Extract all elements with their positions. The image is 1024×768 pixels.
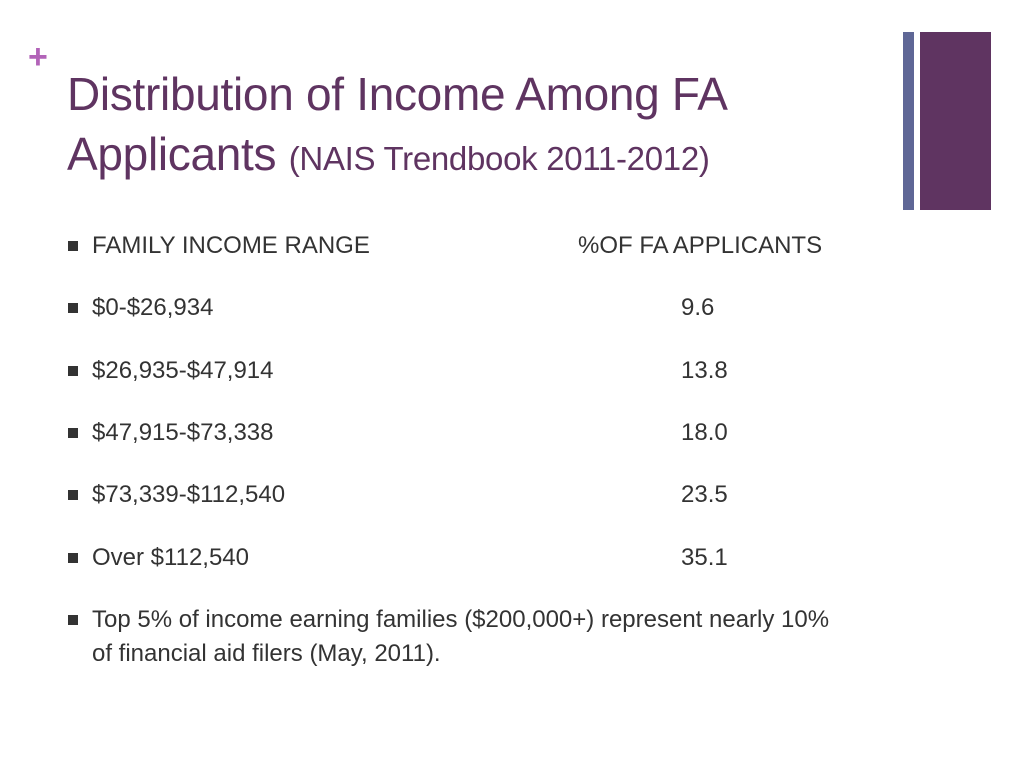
income-range: $26,935-$47,914 bbox=[92, 357, 274, 384]
percent-applicants: 35.1 bbox=[681, 544, 728, 571]
plus-icon: + bbox=[28, 38, 48, 76]
bullet-icon bbox=[68, 615, 78, 625]
percent-applicants: 23.5 bbox=[681, 481, 728, 508]
header-income-range: FAMILY INCOME RANGE bbox=[92, 232, 370, 259]
bullet-icon bbox=[68, 303, 78, 313]
table-row bbox=[0, 478, 1024, 512]
income-range: $47,915-$73,338 bbox=[92, 419, 274, 446]
bullet-icon bbox=[68, 428, 78, 438]
bullet-icon bbox=[68, 366, 78, 376]
percent-applicants: 13.8 bbox=[681, 357, 728, 384]
income-range: Over $112,540 bbox=[92, 544, 249, 571]
footnote-text: Top 5% of income earning families ($200,000+) represent nearly 10% of financial aid filers (May, 2011). bbox=[92, 606, 830, 667]
table-header-row bbox=[0, 229, 1024, 263]
bullet-icon bbox=[68, 490, 78, 500]
bullet-icon bbox=[68, 553, 78, 563]
table-row bbox=[0, 541, 1024, 575]
title-main: Distribution of Income Among FA Applicants bbox=[67, 68, 726, 180]
income-range: $0-$26,934 bbox=[92, 294, 214, 321]
header-percent-applicants: %OF FA APPLICANTS bbox=[578, 232, 823, 259]
bullet-icon bbox=[68, 241, 78, 251]
income-range: $73,339-$112,540 bbox=[92, 481, 286, 508]
table-row bbox=[0, 354, 1024, 388]
percent-applicants: 9.6 bbox=[681, 294, 715, 321]
table-row bbox=[0, 416, 1024, 450]
table-row bbox=[0, 291, 1024, 325]
title-source: (NAIS Trendbook 2011-2012) bbox=[288, 140, 710, 177]
percent-applicants: 18.0 bbox=[681, 419, 728, 446]
